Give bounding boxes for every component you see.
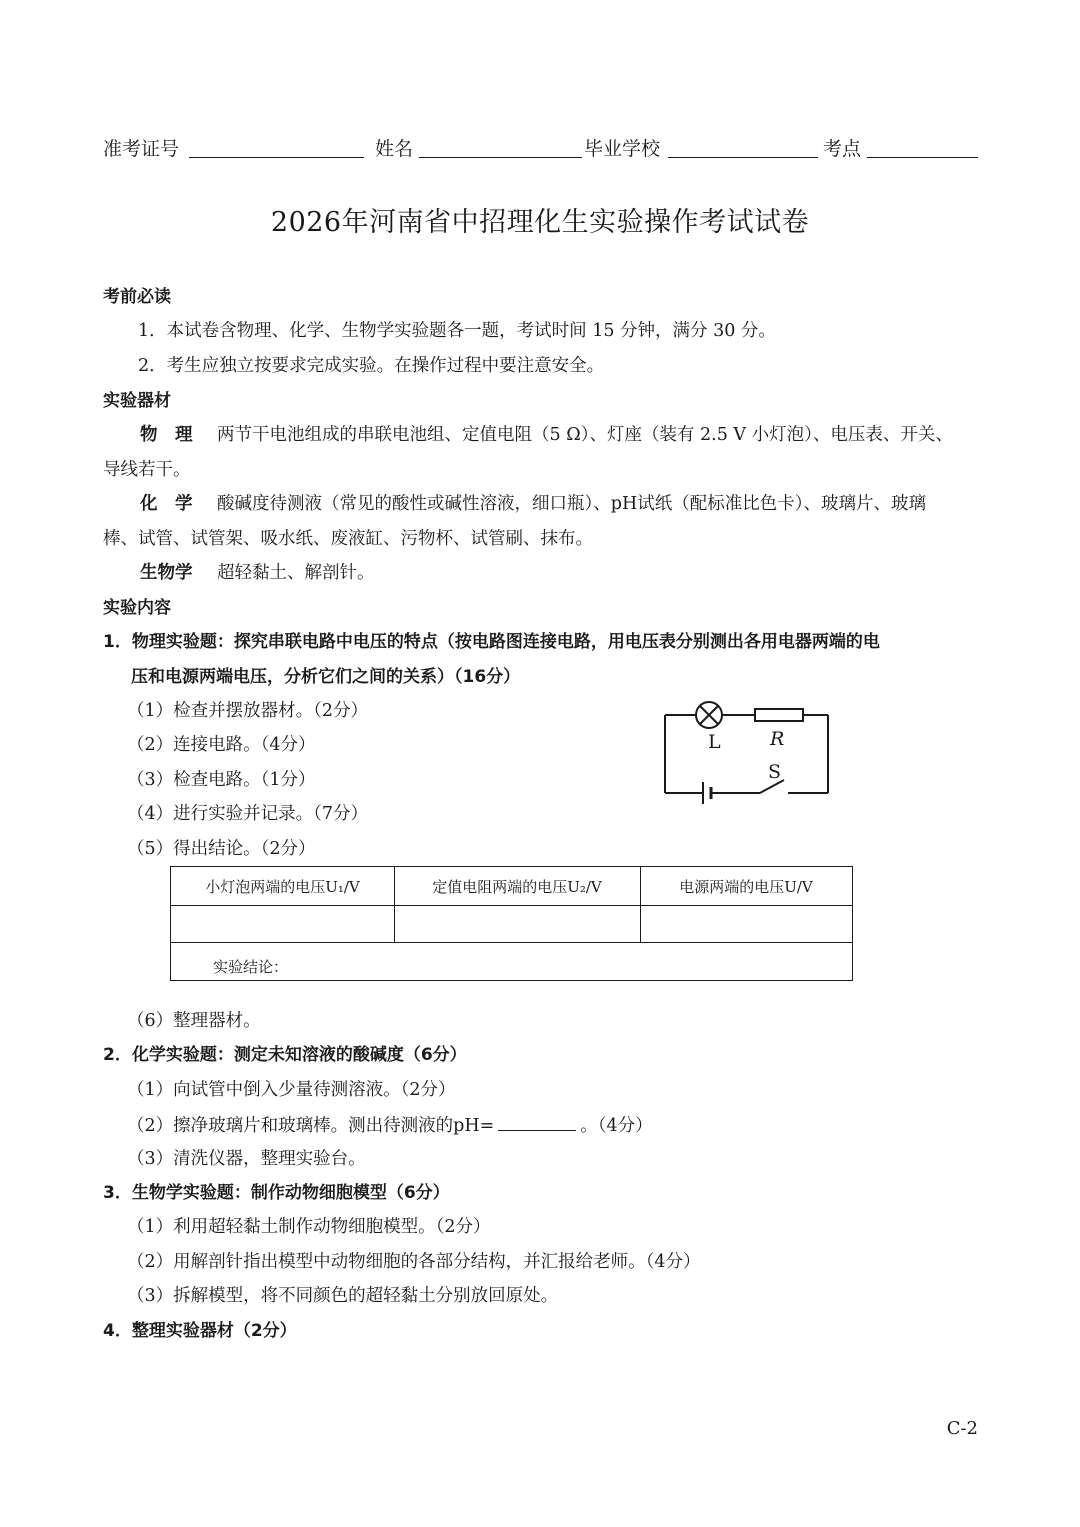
q2-step-2 <box>127 1112 653 1138</box>
table-header-source-voltage: 电源两端的电压U/V <box>679 878 813 896</box>
school-blank[interactable] <box>668 157 818 158</box>
q2-step-2-score: 。（4分） <box>580 1116 653 1136</box>
chemistry-label: 化 学 <box>140 494 193 514</box>
exam-id-blank[interactable] <box>189 157 364 158</box>
q3-step-3: （3）拆解模型，将不同颜色的超轻黏土分别放回原处。 <box>127 1286 559 1306</box>
biology-equipment-text: 超轻黏土、解剖针。 <box>217 563 375 583</box>
chemistry-equipment-text: 酸碱度待测液（常见的酸性或碱性溶液，细口瓶）、pH试纸（配标准比色卡）、玻璃片、玻璃 <box>217 494 926 514</box>
table-cell-resistor-voltage[interactable] <box>395 906 640 942</box>
q1-step-4: （4）进行实验并记录。（7分） <box>127 804 369 824</box>
biology-equipment <box>140 561 375 585</box>
chemistry-equipment-cont: 棒、试管、试管架、吸水纸、废液缸、污物杯、试管刷、抹布。 <box>103 529 593 549</box>
exam-title: 2026年河南省中招理化生实验操作考试试卷 <box>270 207 810 238</box>
resistor-label: R <box>770 728 785 750</box>
table-header-lamp-voltage: 小灯泡两端的电压U₁/V <box>205 878 360 896</box>
table-conclusion-label: 实验结论： <box>213 958 289 976</box>
voltage-record-table <box>170 866 853 981</box>
q2-step-1: （1）向试管中倒入少量待测溶液。（2分） <box>127 1080 456 1100</box>
table-conclusion-field[interactable] <box>291 944 851 979</box>
q3-step-1: （1）利用超轻黏土制作动物细胞模型。（2分） <box>127 1217 491 1237</box>
table-header-resistor-voltage: 定值电阻两端的电压U₂/V <box>432 878 602 896</box>
page-number: C-2 <box>946 1418 978 1439</box>
physics-label: 物 理 <box>140 425 193 445</box>
q4-title: 4．整理实验器材（2分） <box>103 1321 297 1341</box>
lamp-label: L <box>708 731 721 753</box>
name-blank[interactable] <box>419 157 582 158</box>
school-label: 毕业学校 <box>584 138 661 160</box>
q2-step-2-text: （2）擦净玻璃片和玻璃棒。测出待测液的pH= <box>127 1116 495 1136</box>
q2-title: 2．化学实验题：测定未知溶液的酸碱度（6分） <box>103 1045 467 1065</box>
ph-answer-blank[interactable] <box>498 1112 576 1131</box>
q1-step-5: （5）得出结论。（2分） <box>127 839 316 859</box>
notice-item-2: 2．考生应独立按要求完成实验。在操作过程中要注意安全。 <box>138 356 605 376</box>
q2-step-3: （3）清洗仪器，整理实验台。 <box>127 1149 366 1169</box>
physics-equipment-text: 两节干电池组成的串联电池组、定值电阻（5 Ω）、灯座（装有 2.5 V 小灯泡）、电压表、开关、 <box>217 425 953 445</box>
q1-step-6: （6）整理器材。 <box>127 1011 261 1031</box>
q1-title-cont: 压和电源两端电压，分析它们之间的关系）（16分） <box>131 667 521 687</box>
circuit-diagram <box>656 700 836 806</box>
q1-step-2: （2）连接电路。（4分） <box>127 735 316 755</box>
table-cell-lamp-voltage[interactable] <box>171 906 394 942</box>
physics-equipment <box>140 423 953 447</box>
physics-equipment-cont: 导线若干。 <box>103 460 191 480</box>
q1-step-3: （3）检查电路。（1分） <box>127 770 316 790</box>
resistor-icon <box>755 709 803 721</box>
site-label: 考点 <box>823 138 862 160</box>
switch-label: S <box>768 761 782 783</box>
q1-step-1: （1）检查并摆放器材。（2分） <box>127 701 369 721</box>
table-cell-source-voltage[interactable] <box>641 906 852 942</box>
candidate-info-header <box>103 130 978 162</box>
q3-step-2: （2）用解剖针指出模型中动物细胞的各部分结构，并汇报给老师。（4分） <box>127 1252 701 1272</box>
content-heading: 实验内容 <box>103 598 171 618</box>
chemistry-equipment <box>140 492 926 516</box>
exam-id-label: 准考证号 <box>103 138 180 160</box>
site-blank[interactable] <box>867 157 978 158</box>
q3-title: 3．生物学实验题：制作动物细胞模型（6分） <box>103 1183 450 1203</box>
equipment-heading: 实验器材 <box>103 391 171 411</box>
name-label: 姓名 <box>375 138 414 160</box>
notice-heading: 考前必读 <box>103 287 171 307</box>
biology-label: 生物学 <box>140 563 193 583</box>
q1-title: 1．物理实验题：探究串联电路中电压的特点（按电路图连接电路，用电压表分别测出各用电器两端的电 <box>103 632 880 652</box>
notice-item-1: 1．本试卷含物理、化学、生物学实验题各一题，考试时间 15 分钟，满分 30 分。 <box>138 321 776 341</box>
